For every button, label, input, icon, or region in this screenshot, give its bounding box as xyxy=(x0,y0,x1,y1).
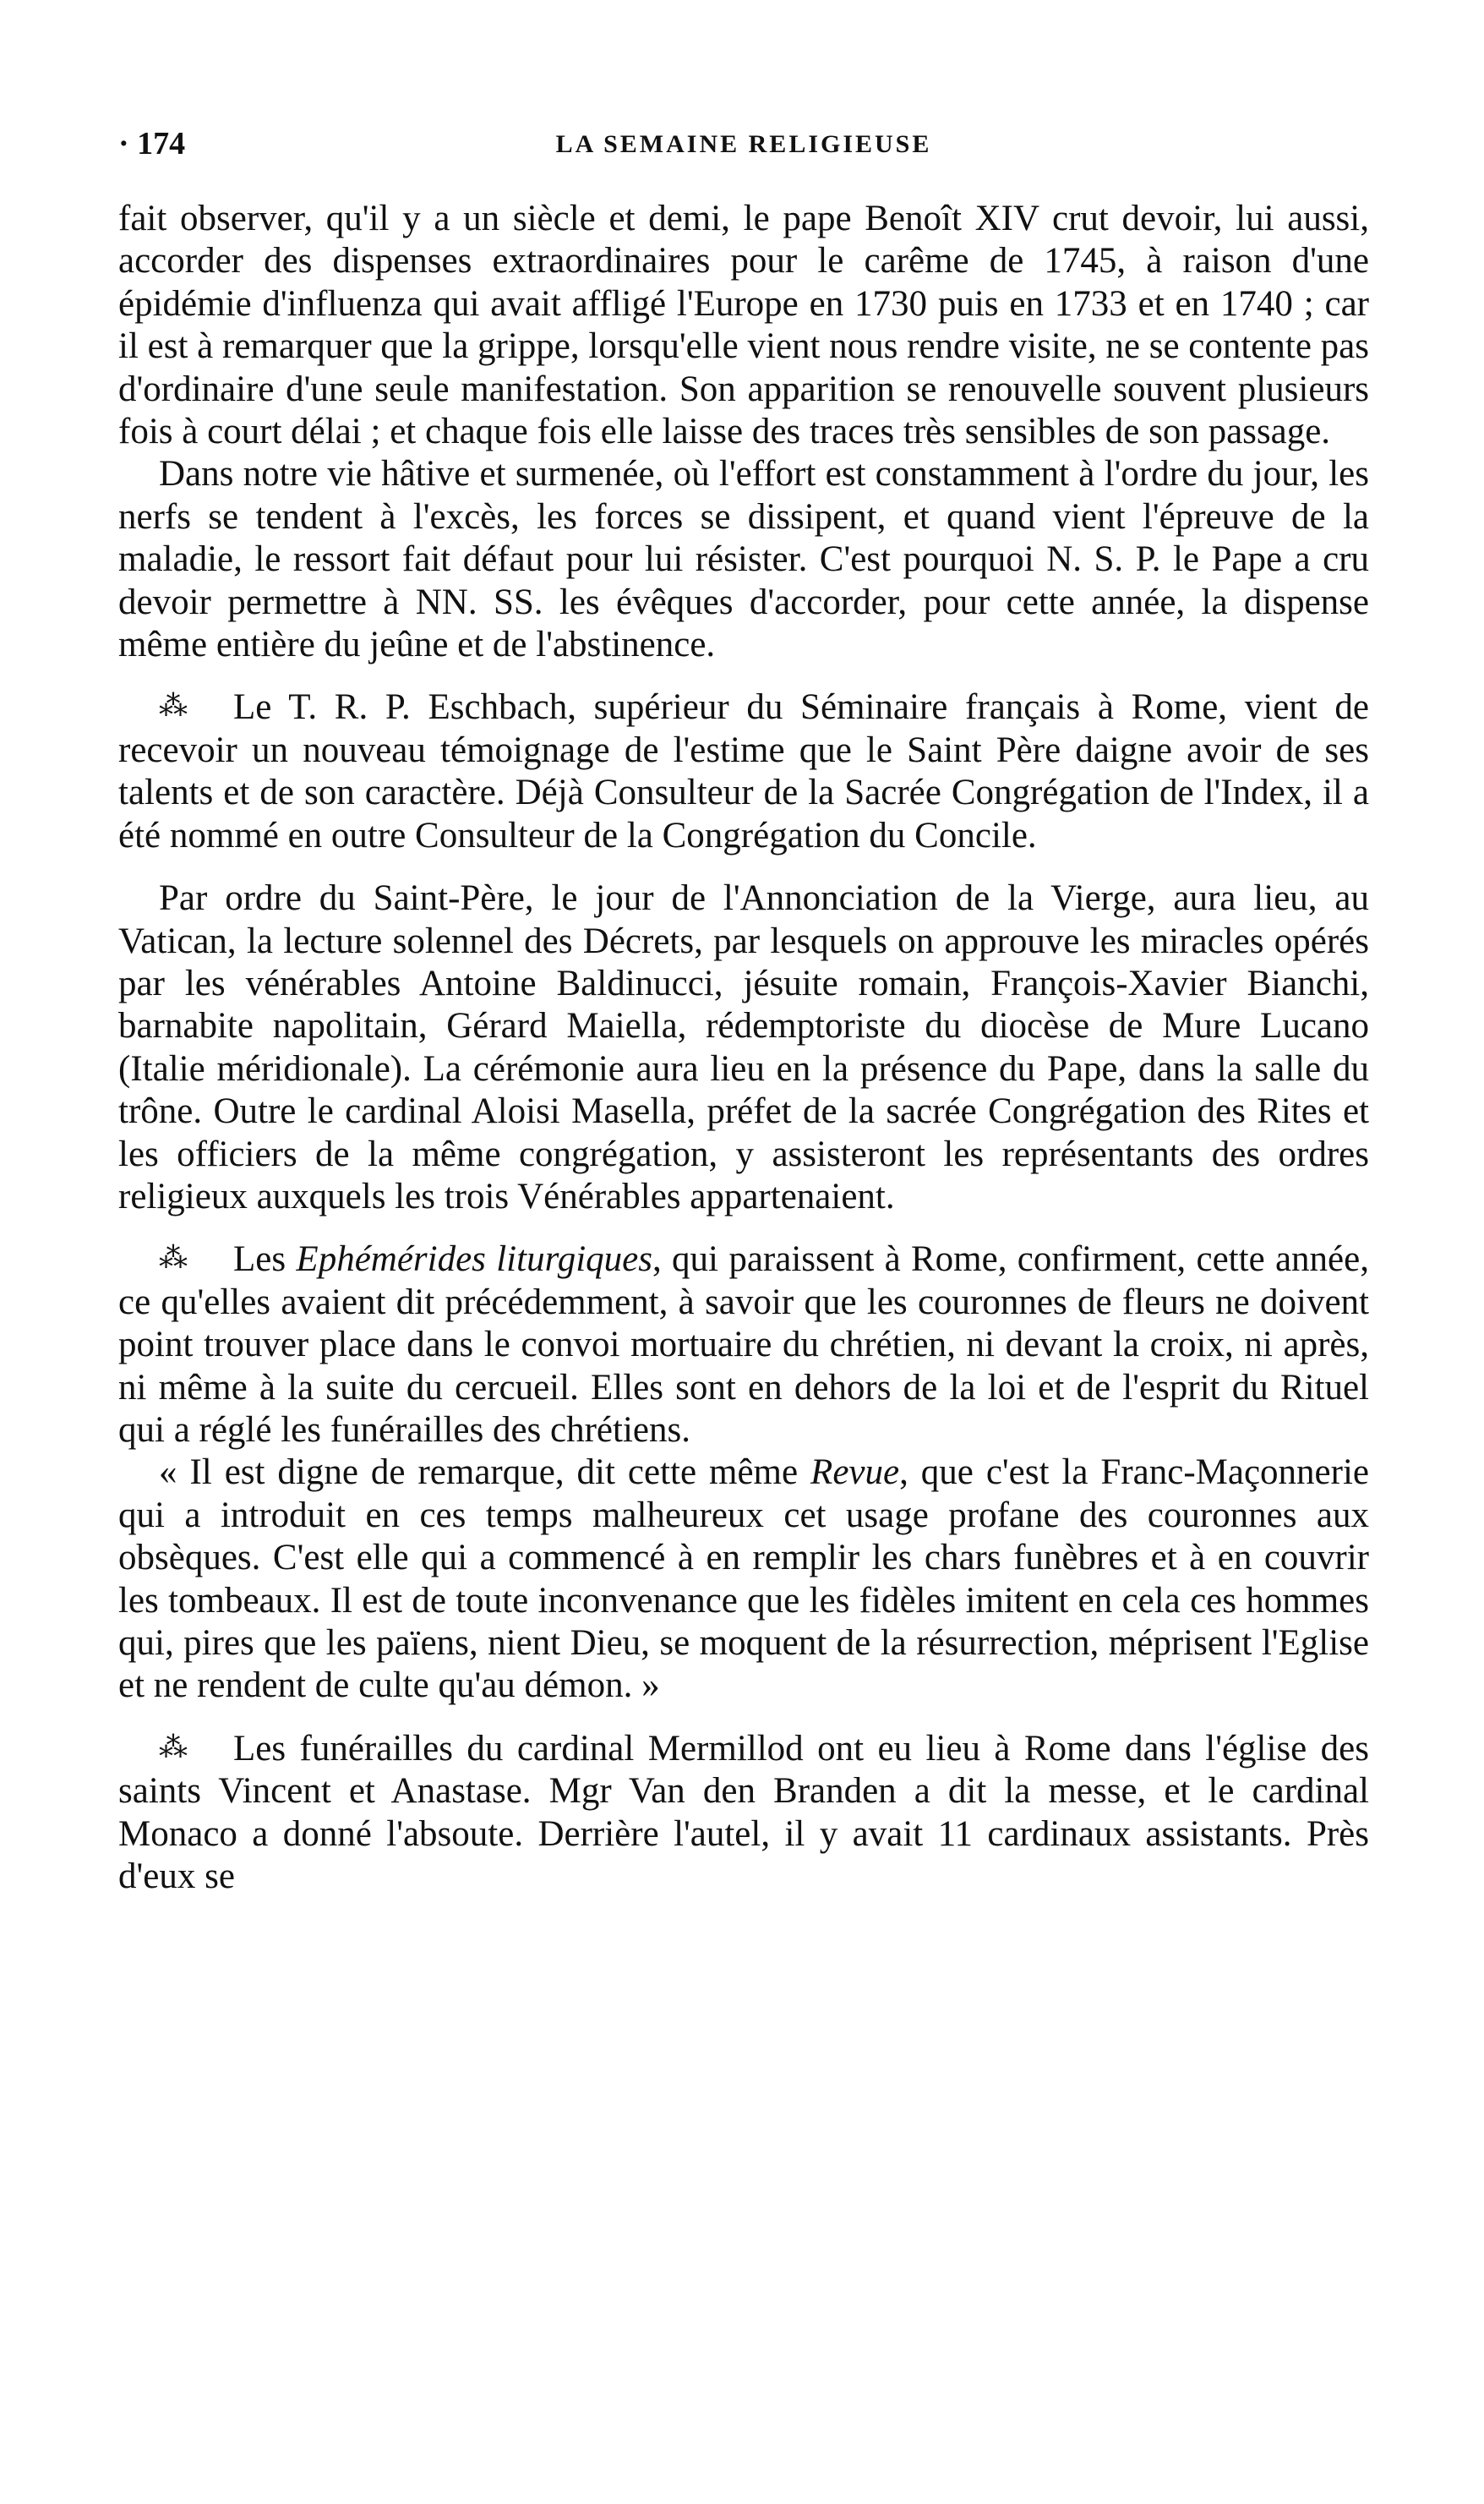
book-page xyxy=(118,118,1369,1898)
asterism-icon: ⁂ xyxy=(159,1243,188,1275)
paragraph-lead-text: Les xyxy=(233,1239,297,1280)
paragraph-text: , qui paraissent à Rome, confirment, cette année, ce qu'elles avaient dit précédemment, à savoir que les couronnes de fleurs ne doivent point trouver place dans le convoi mortuaire du chrétien, ni devant la croix, ni après, ni même à la suite du cercueil. Elles sont en dehors de la loi et de l'esprit du Rituel qui a réglé les funérailles des chrétiens. xyxy=(118,1239,1369,1450)
paragraph-eschbach xyxy=(118,686,1369,857)
running-head xyxy=(118,118,1369,186)
paragraph-text: , que c'est la Franc-Maçonnerie qui a introduit en ces temps malheureux cet usage profane des couronnes aux obsèques. C'est elle qui a commencé à en remplir les chars funèbres et à en couvrir les tombeaux. Il est de toute inconvenance que les fidèles imitent en cela ces hommes qui, pires que les païens, nient Dieu, se moquent de la résurrection, méprisent l'Eglise et ne rendent de culte qu'au démon. » xyxy=(118,1452,1369,1706)
publication-title: Revue xyxy=(810,1452,900,1493)
paragraph-revue-quote xyxy=(118,1452,1369,1707)
paragraph-lent-dispensation xyxy=(118,453,1369,666)
asterism-icon: ⁂ xyxy=(159,1731,188,1763)
publication-title: Ephémérides liturgiques xyxy=(296,1239,652,1280)
paragraph-mermillod-funeral xyxy=(118,1728,1369,1899)
paragraph-text: Dans notre vie hâtive et surmenée, où l'effort est constamment à l'ordre du jour, les nerfs se tendent à l'excès, les forces se dissipent, et quand vient l'épreuve de la maladie, le ressort fait défaut pour lui résister. C'est pourquoi N. S. P. le Pape a cru devoir permettre à NN. SS. les évêques d'accorder, pour cette année, la dispense même entière du jeûne et de l'abstinence. xyxy=(118,454,1369,665)
paragraph-text: Les funérailles du cardinal Mermillod ont eu lieu à Rome dans l'église des saints Vincent et Anastase. Mgr Van den Branden a dit la messe, et le cardinal Monaco a donné l'absoute. Derrière l'autel, il y avait 11 cardinaux assistants. Près d'eux se xyxy=(118,1728,1369,1897)
page-number: · 174 xyxy=(118,126,186,161)
running-title: LA SEMAINE RELIGIEUSE xyxy=(555,130,932,158)
paragraph-flu-history xyxy=(118,198,1369,453)
paragraph-lead-text: « Il est digne de remarque, dit cette même xyxy=(159,1452,811,1493)
paragraph-annunciation-decrees xyxy=(118,877,1369,1218)
paragraph-text: Par ordre du Saint-Père, le jour de l'Annonciation de la Vierge, aura lieu, au Vatican, la lecture solennel des Décrets, par lesquels on approuve les miracles opérés par les vénérables Antoine Baldinucci, jésuite romain, François-Xavier Bianchi, barnabite napolitain, Gérard Maiella, rédemptoriste du diocèse de Mure Lucano (Italie méridionale). La cérémonie aura lieu en la présence du Pape, dans la salle du trône. Outre le cardinal Aloisi Masella, préfet de la sacrée Congrégation des Rites et les officiers de la même congrégation, y assisteront les représentants des ordres religieux auxquels les trois Vénérables appartenaient. xyxy=(118,878,1369,1216)
asterism-icon: ⁂ xyxy=(159,691,188,723)
paragraph-funeral-wreaths xyxy=(118,1238,1369,1452)
paragraph-text: Le T. R. P. Eschbach, supérieur du Séminaire français à Rome, vient de recevoir un nouveau témoignage de l'estime que le Saint Père daigne avoir de ses talents et de son caractère. Déjà Consulteur de la Sacrée Congrégation de l'Index, il a été nommé en outre Consulteur de la Congrégation du Concile. xyxy=(118,687,1369,856)
paragraph-text: fait observer, qu'il y a un siècle et demi, le pape Benoît XIV crut devoir, lui aussi, accorder des dispenses extraordinaires pour le carême de 1745, à raison d'une épidémie d'influenza qui avait affligé l'Europe en 1730 puis en 1733 et en 1740 ; car il est à remarquer que la grippe, lorsqu'elle vient nous rendre visite, ne se contente pas d'ordinaire d'une seule manifestation. Son apparition se renouvelle souvent plusieurs fois à court délai ; et chaque fois elle laisse des traces très sensibles de son passage. xyxy=(118,199,1369,452)
article-body xyxy=(118,198,1369,1898)
